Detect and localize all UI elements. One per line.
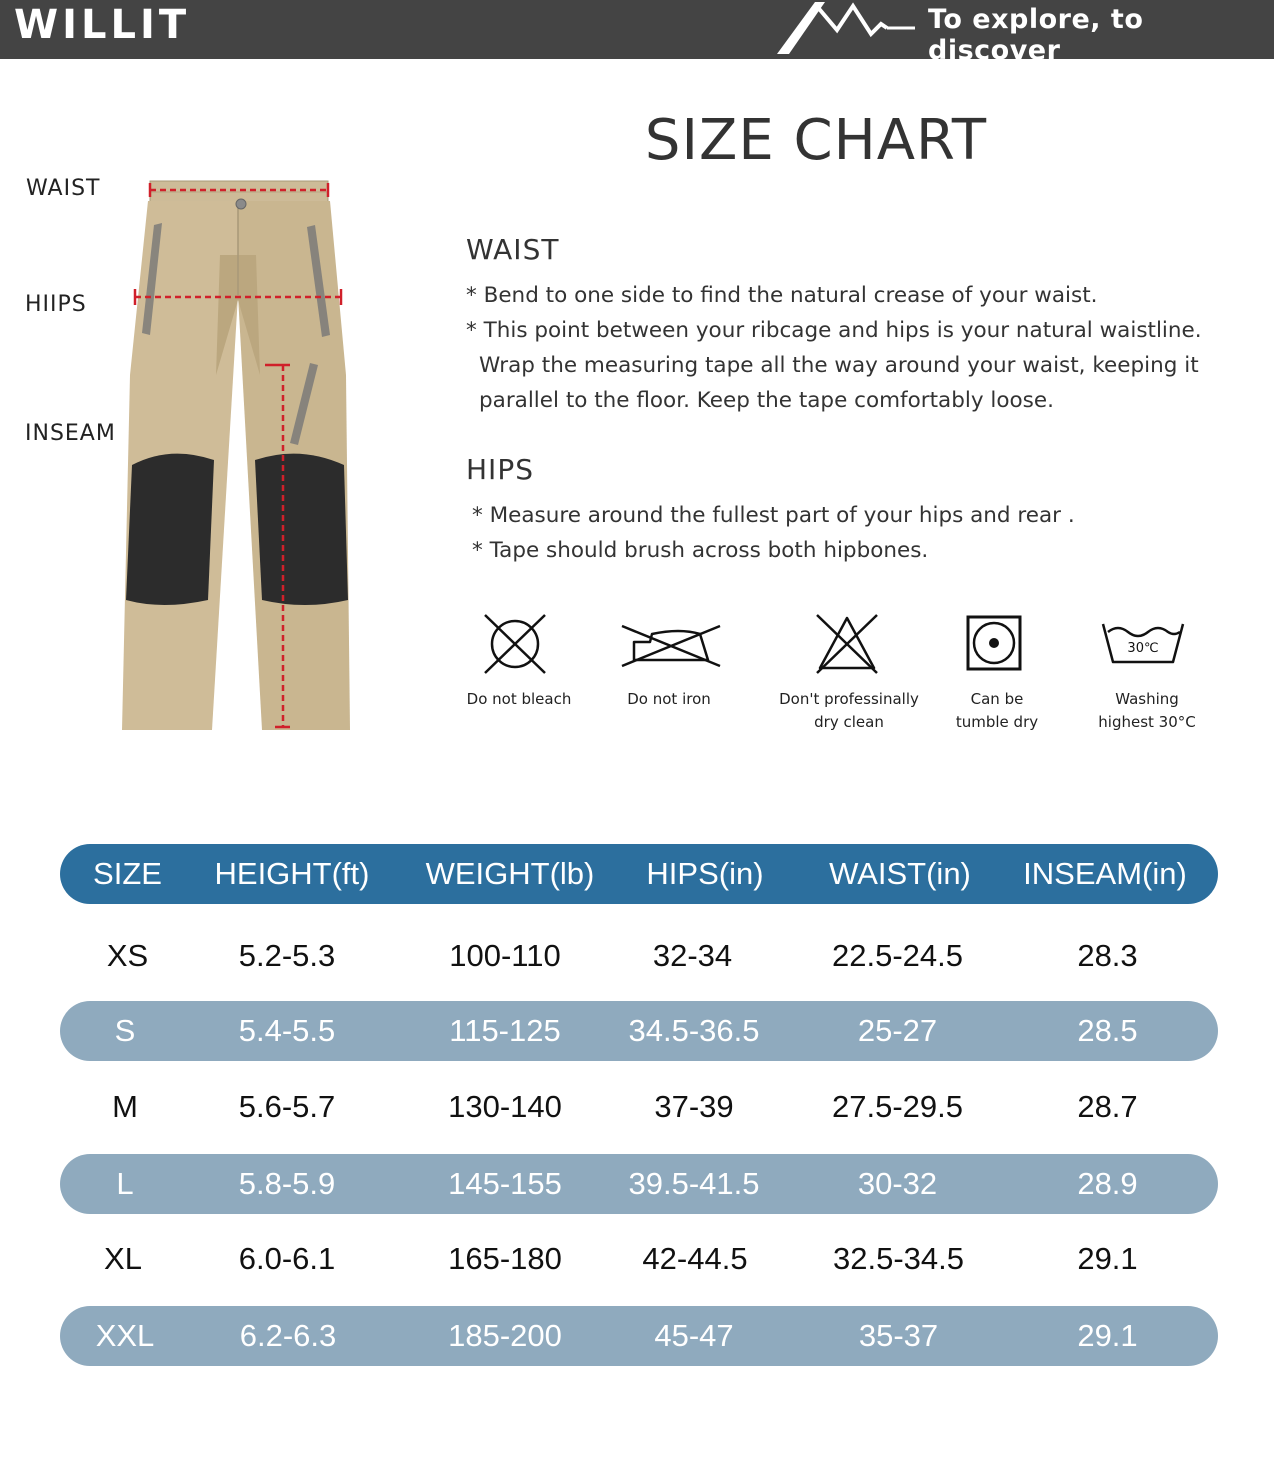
cell-hips: 39.5-41.5 bbox=[628, 1166, 760, 1201]
cell-hips: 45-47 bbox=[654, 1318, 734, 1353]
cell-hips: 32-34 bbox=[652, 938, 733, 973]
cell-inseam: 28.7 bbox=[1077, 1089, 1138, 1124]
no-iron-icon bbox=[620, 620, 722, 668]
waist-label: WAIST bbox=[26, 176, 101, 201]
waist-instruction-2: * This point between your ribcage and hips is your natural waistline. bbox=[466, 318, 1202, 343]
cell-size: XXL bbox=[95, 1318, 155, 1353]
column-header-height: HEIGHT(ft) bbox=[214, 856, 370, 891]
column-header-waist: WAIST(in) bbox=[829, 856, 971, 891]
cell-waist: 30-32 bbox=[857, 1166, 938, 1201]
column-header-inseam: INSEAM(in) bbox=[1023, 856, 1187, 891]
cell-weight: 185-200 bbox=[448, 1318, 562, 1353]
hips-instruction-2: * Tape should brush across both hipbones. bbox=[472, 538, 929, 563]
table-row bbox=[60, 1306, 1218, 1366]
cell-size: L bbox=[116, 1166, 134, 1201]
cell-waist: 25-27 bbox=[857, 1013, 938, 1048]
cell-height: 5.6-5.7 bbox=[238, 1089, 336, 1124]
care-label-tumble-dry: Can be tumble dry bbox=[955, 690, 1039, 731]
cell-size: S bbox=[114, 1013, 136, 1048]
cell-waist: 32.5-34.5 bbox=[833, 1241, 964, 1276]
care-label-no-iron: Do not iron bbox=[627, 690, 711, 708]
cell-inseam: 29.1 bbox=[1077, 1241, 1138, 1276]
cell-height: 6.2-6.3 bbox=[239, 1318, 337, 1353]
cell-height: 5.8-5.9 bbox=[238, 1166, 336, 1201]
cell-weight: 100-110 bbox=[449, 938, 561, 973]
tumble-dry-icon bbox=[966, 615, 1022, 671]
cell-height: 5.2-5.3 bbox=[238, 938, 336, 973]
hips-instruction-1: * Measure around the fullest part of your hips and rear . bbox=[472, 503, 1075, 528]
cell-weight: 130-140 bbox=[448, 1089, 562, 1124]
hips-section-title: HIPS bbox=[466, 453, 534, 486]
care-label-no-dry-clean: Don't professinally dry clean bbox=[779, 690, 919, 731]
cell-height: 6.0-6.1 bbox=[238, 1241, 336, 1276]
page-title: SIZE CHART bbox=[644, 108, 988, 173]
mountain-logo-icon bbox=[775, 0, 920, 56]
waist-instruction-3: Wrap the measuring tape all the way around your waist, keeping it bbox=[479, 353, 1199, 378]
table-row bbox=[60, 1229, 1218, 1289]
cell-hips: 34.5-36.5 bbox=[628, 1013, 760, 1048]
care-label-no-bleach: Do not bleach bbox=[466, 690, 572, 708]
column-header-size: SIZE bbox=[93, 856, 162, 891]
top-banner bbox=[0, 0, 1274, 66]
table-row bbox=[60, 1077, 1218, 1137]
cell-weight: 115-125 bbox=[449, 1013, 561, 1048]
pants-illustration bbox=[110, 175, 360, 735]
cell-inseam: 28.5 bbox=[1077, 1013, 1138, 1048]
no-dry-clean-icon bbox=[814, 612, 880, 676]
cell-weight: 145-155 bbox=[448, 1166, 562, 1201]
cell-height: 5.4-5.5 bbox=[238, 1013, 336, 1048]
waist-instruction-4: parallel to the floor. Keep the tape comfortably loose. bbox=[479, 388, 1054, 413]
table-row bbox=[60, 1154, 1218, 1214]
care-label-wash-30: Washing highest 30°C bbox=[1098, 690, 1196, 731]
wash-temperature-badge: 30℃ bbox=[1127, 641, 1159, 656]
waist-instruction-1: * Bend to one side to find the natural crease of your waist. bbox=[466, 283, 1098, 308]
column-header-hips: HIPS(in) bbox=[646, 856, 764, 891]
table-row bbox=[60, 1001, 1218, 1061]
wash-30-icon bbox=[1100, 620, 1186, 666]
inseam-label: INSEAM bbox=[25, 421, 116, 446]
cell-waist: 35-37 bbox=[858, 1318, 939, 1353]
cell-size: XS bbox=[106, 938, 149, 973]
cell-waist: 22.5-24.5 bbox=[832, 938, 963, 973]
hips-label: HIIPS bbox=[25, 292, 87, 317]
no-bleach-icon bbox=[482, 612, 548, 676]
table-row bbox=[60, 926, 1218, 986]
cell-inseam: 28.9 bbox=[1077, 1166, 1138, 1201]
cell-hips: 42-44.5 bbox=[642, 1241, 748, 1276]
table-header-row bbox=[60, 844, 1218, 904]
column-header-weight: WEIGHT(lb) bbox=[425, 856, 595, 891]
cell-inseam: 29.1 bbox=[1077, 1318, 1138, 1353]
brand-logo: WILLIT bbox=[14, 2, 191, 48]
cell-weight: 165-180 bbox=[448, 1241, 562, 1276]
waist-section-title: WAIST bbox=[466, 233, 560, 266]
cell-hips: 37-39 bbox=[654, 1089, 734, 1124]
cell-size: XL bbox=[104, 1241, 142, 1276]
cell-waist: 27.5-29.5 bbox=[832, 1089, 963, 1124]
cell-inseam: 28.3 bbox=[1077, 938, 1138, 973]
cell-size: M bbox=[112, 1089, 138, 1124]
tagline: To explore, to discover bbox=[928, 4, 1144, 66]
